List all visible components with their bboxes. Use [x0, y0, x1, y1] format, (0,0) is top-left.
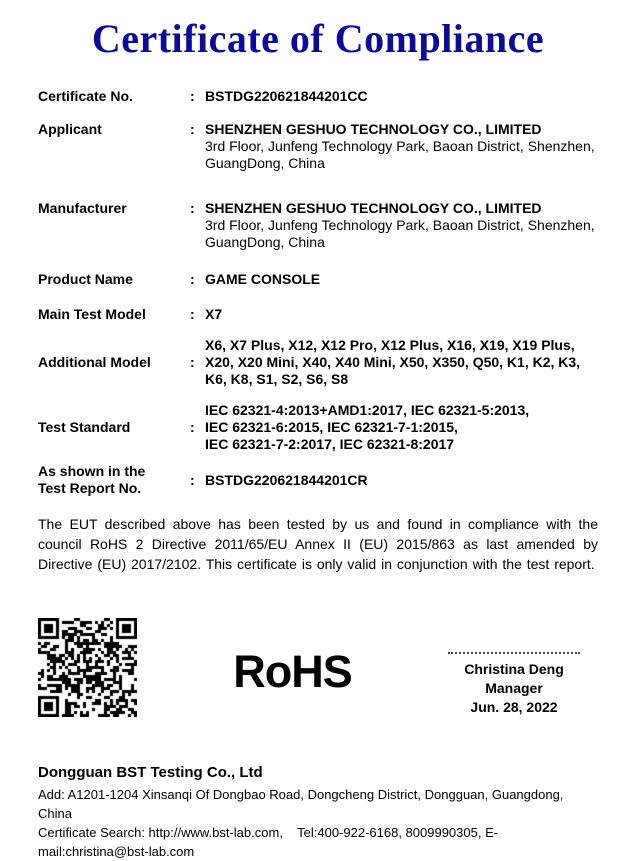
field-colon: : [190, 306, 195, 322]
product-name-value: GAME CONSOLE [205, 271, 321, 287]
signature-date: Jun. 28, 2022 [470, 699, 558, 715]
field-label: Test Standard [38, 419, 131, 435]
test-standard-line: IEC 62321-6:2015, IEC 62321-7-1:2015, [205, 419, 458, 435]
test-standard-line: IEC 62321-7-2:2017, IEC 62321-8:2017 [205, 436, 455, 452]
field-colon: : [190, 88, 195, 104]
field-label: Additional Model [38, 354, 151, 370]
rohs-logo-wrap [137, 618, 448, 697]
applicant-address-line: GuangDong, China [205, 155, 325, 171]
footer [38, 763, 598, 861]
main-test-model-value: X7 [205, 306, 223, 322]
certificate-number: BSTDG220621844201CC [205, 88, 368, 104]
field-product-name [38, 271, 598, 288]
qr-code [38, 618, 137, 717]
field-colon: : [190, 271, 195, 287]
field-label [38, 463, 190, 497]
field-label-line: As shown in the [38, 463, 146, 479]
marks-row [38, 618, 598, 717]
field-certificate-no [38, 88, 598, 105]
field-colon: : [190, 354, 195, 370]
additional-model-line: X20, X20 Mini, X40, X40 Mini, X50, X350, Q50, K1, K2, K3, [205, 354, 581, 370]
field-colon: : [190, 200, 195, 216]
test-standard-line: IEC 62321-4:2013+AMD1:2017, IEC 62321-5:2013, [205, 402, 530, 418]
signatory-title: Manager [485, 680, 543, 696]
field-label: Main Test Model [38, 306, 146, 322]
signature-line [448, 652, 580, 654]
field-main-test-model [38, 306, 598, 323]
rohs-logo: RoHS [233, 646, 352, 697]
field-label: Applicant [38, 121, 102, 137]
compliance-statement: The EUT described above has been tested by us and found in compliance with the council RoHS 2 Directive 2011/65/EU Annex II (EU) 2015/863 as last amended by Directive (EU) 2017/2102. This certificate is only valid in conjunction with the test report. [38, 516, 598, 572]
applicant-address-line: 3rd Floor, Junfeng Technology Park, Baoan District, Shenzhen, [205, 138, 595, 154]
manufacturer-name: SHENZHEN GESHUO TECHNOLOGY CO., LIMITED [205, 200, 542, 216]
field-manufacturer [38, 200, 598, 251]
additional-model-line: X6, X7 Plus, X12, X12 Pro, X12 Plus, X16, X19, X19 Plus, [205, 337, 575, 353]
footer-address: Add: A1201-1204 Xinsanqi Of Dongbao Road, Dongcheng District, Dongguan, Guangdong, China [38, 787, 564, 821]
field-test-standard [38, 402, 598, 453]
footer-company-name: Dongguan BST Testing Co., Ltd [38, 764, 263, 781]
additional-model-line: K6, K8, S1, S2, S6, S8 [205, 371, 349, 387]
field-label: Certificate No. [38, 88, 133, 104]
field-test-report-no [38, 463, 598, 497]
field-colon: : [190, 121, 195, 137]
certificate-title: Certificate of Compliance [91, 16, 545, 61]
manufacturer-address-line: GuangDong, China [205, 234, 325, 250]
field-additional-model [38, 337, 598, 388]
field-label-line: Test Report No. [38, 480, 142, 496]
test-report-number: BSTDG220621844201CR [205, 471, 368, 488]
field-label: Manufacturer [38, 200, 127, 216]
signatory-name: Christina Deng [464, 661, 564, 677]
field-colon: : [190, 419, 195, 435]
field-label: Product Name [38, 271, 133, 287]
field-applicant [38, 121, 598, 172]
field-colon: : [190, 471, 195, 488]
manufacturer-address-line: 3rd Floor, Junfeng Technology Park, Baoan District, Shenzhen, [205, 217, 595, 233]
signature-block [448, 652, 580, 717]
footer-contact: Certificate Search: http://www.bst-lab.com, Tel:400-922-6168, 8009990305, E-mail:christina@bst-lab.com [38, 825, 499, 859]
applicant-name: SHENZHEN GESHUO TECHNOLOGY CO., LIMITED [205, 121, 542, 137]
